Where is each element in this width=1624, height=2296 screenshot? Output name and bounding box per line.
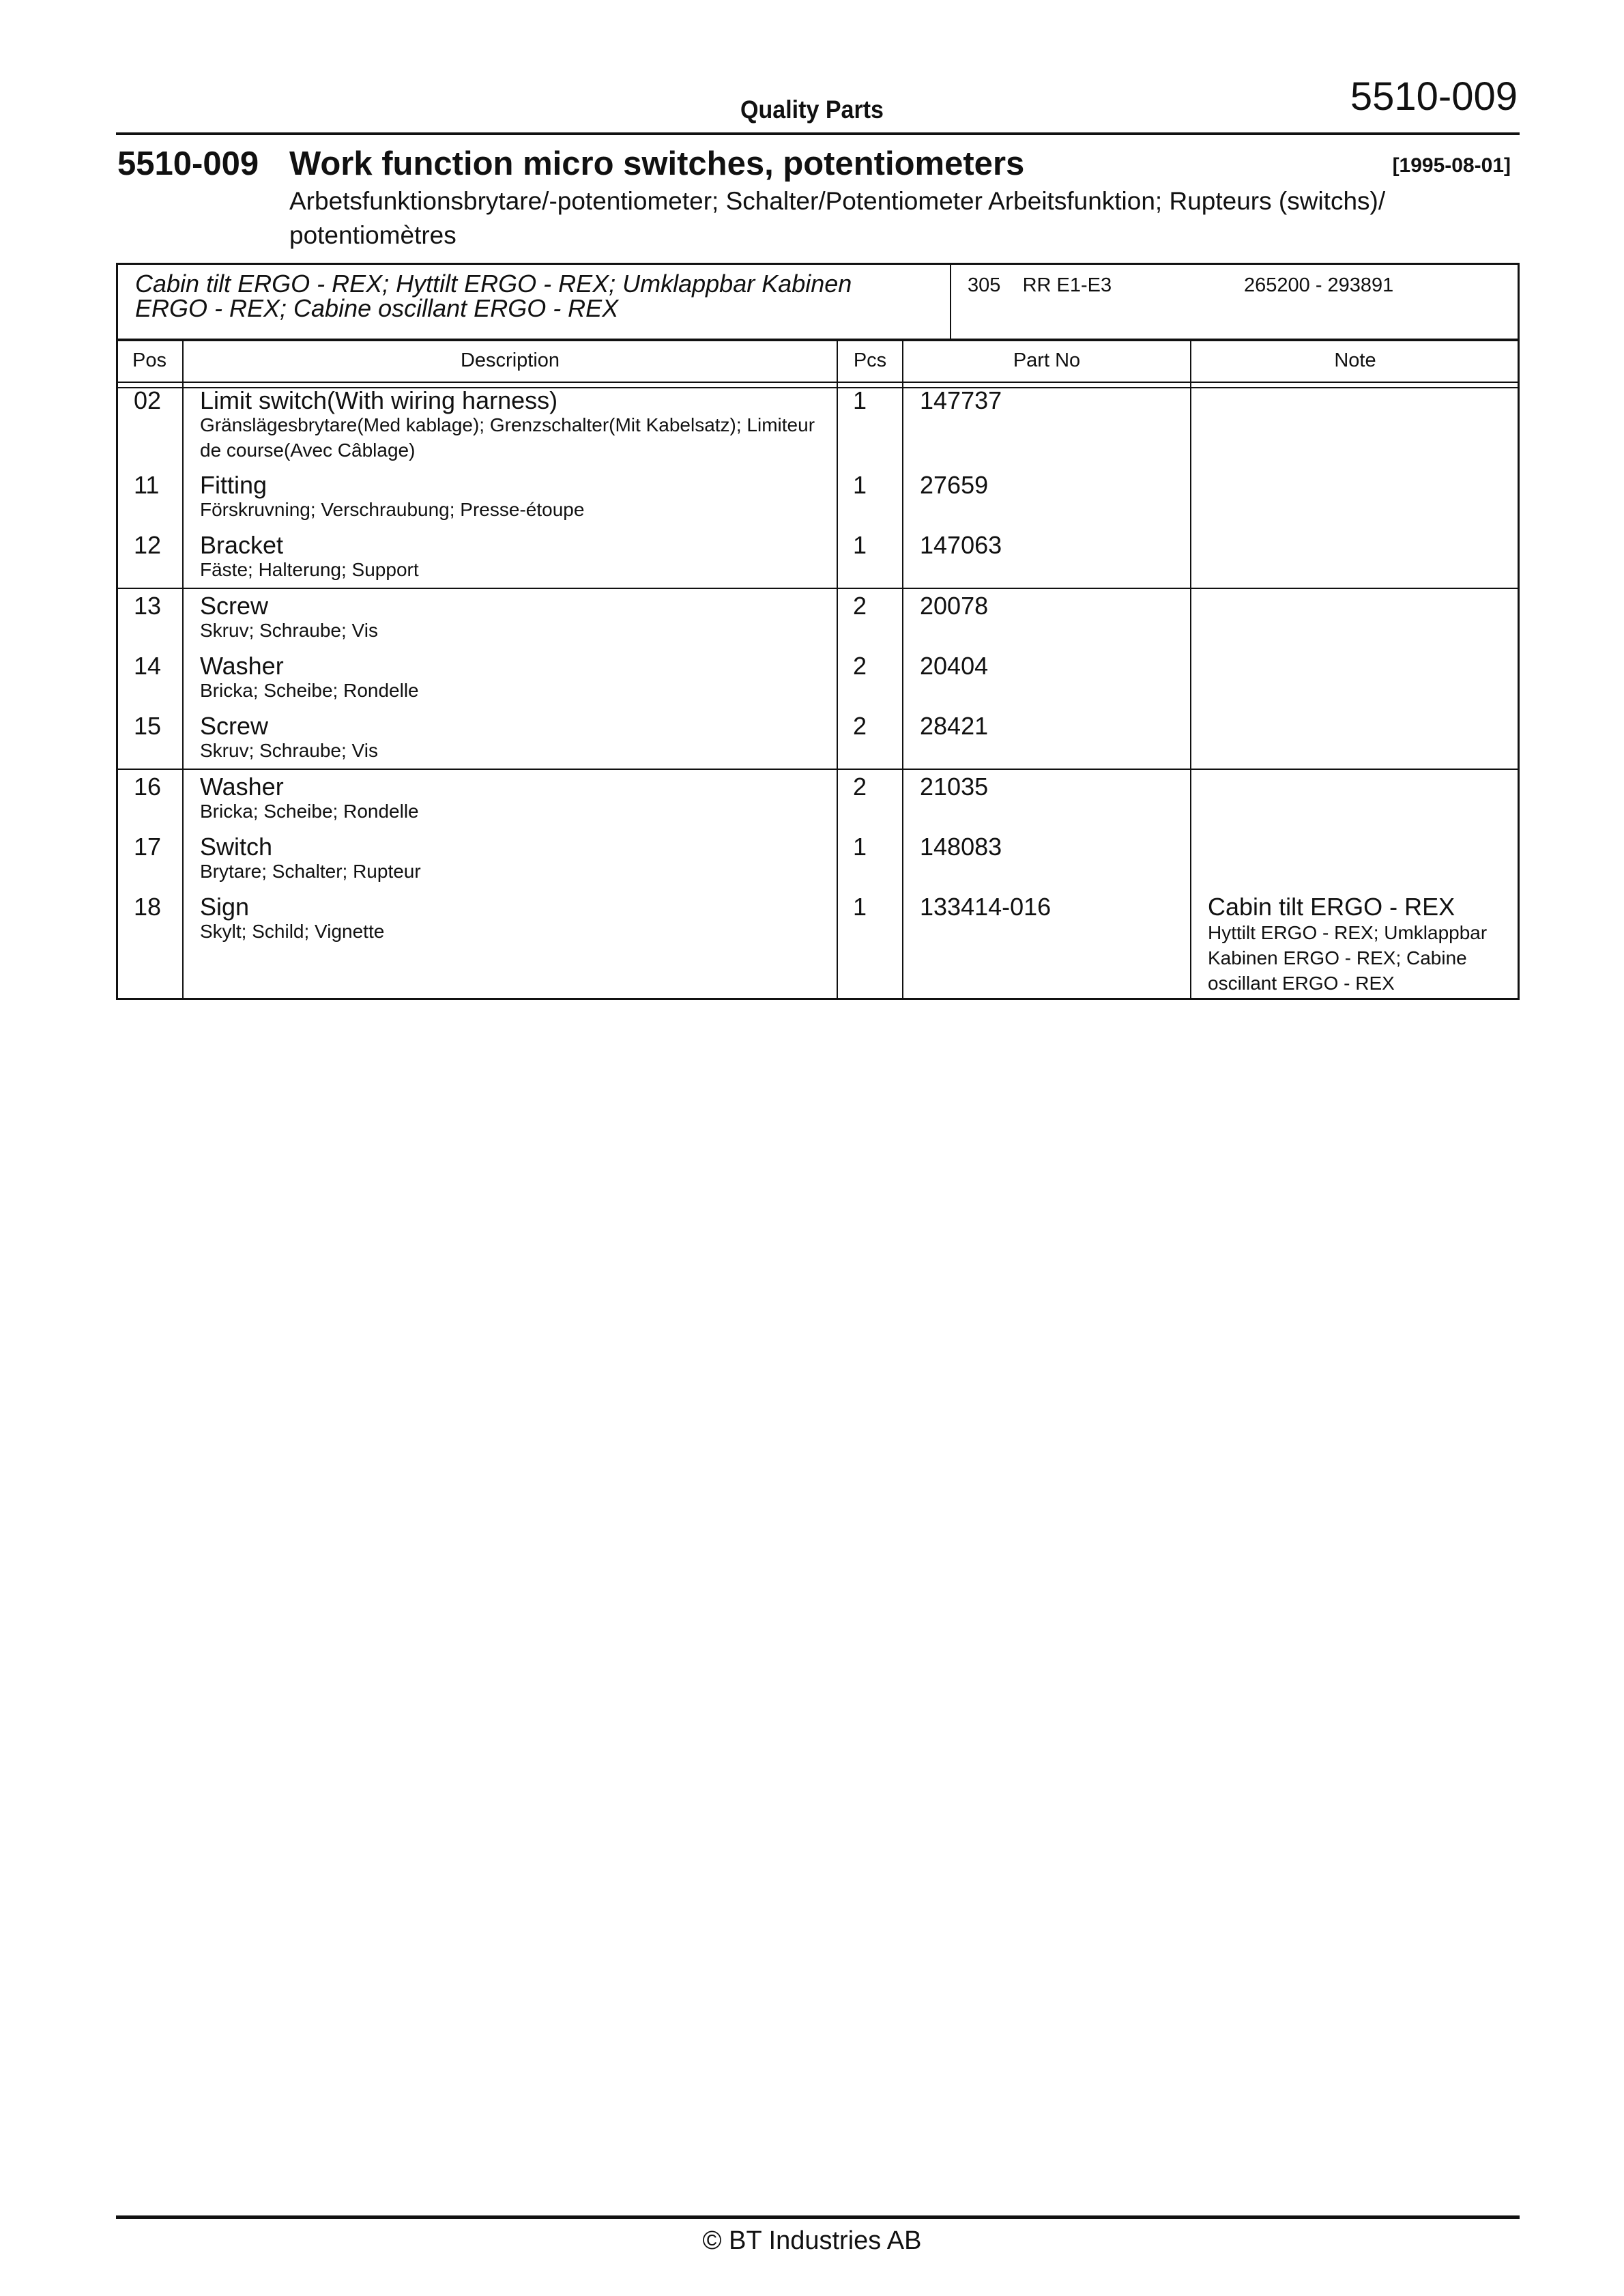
row-pcs: 2 [853,652,867,680]
row-pcs: 1 [853,893,867,921]
row-description: Fitting [200,471,267,499]
row-pcs: 1 [853,386,867,414]
row-pos: 17 [134,833,162,861]
note-line: oscillant ERGO - REX [1208,973,1395,994]
row-pos: 18 [134,893,162,921]
column-divider-part-no [1190,340,1191,1000]
serial-range: 265200 - 293891 [1244,274,1394,296]
translation-line: Gränslägesbrytare(Med kablage); Grenzschalter(Mit Kabelsatz); Limiteur [200,414,815,435]
model-code: 305 RR E1-E3 [968,274,1112,296]
translation-line: de course(Avec Câblage) [200,440,416,461]
title-translations [289,184,1518,253]
subtitle-line-1: Arbetsfunktionsbrytare/-potentiometer; Schalter/Potentiometer Arbeitsfunktion; Rupteurs (switchs)/ [289,187,1386,215]
column-header-pcs: Pcs [853,349,887,371]
footer-divider [116,2215,1520,2219]
row-part-no: 148083 [920,833,1002,861]
row-description: Washer [200,652,284,680]
row-part-no: 147737 [920,386,1002,414]
row-translation: Bricka; Scheibe; Rondelle [200,680,419,701]
row-pos: 02 [134,386,162,414]
row-translation: Skruv; Schraube; Vis [200,740,378,761]
row-pcs: 1 [853,471,867,499]
row-pcs: 1 [853,531,867,559]
row-part-no: 20078 [920,592,989,620]
row-part-no: 20404 [920,652,989,680]
row-part-no: 28421 [920,712,989,740]
note-line: Hyttilt ERGO - REX; Umklappbar [1208,922,1488,943]
row-translation: Bricka; Scheibe; Rondelle [200,801,419,822]
model-box-divider [950,263,951,340]
row-pos: 16 [134,773,162,801]
title-code: 5510-009 [117,145,259,182]
row-pcs: 2 [853,712,867,740]
note-line: Kabinen ERGO - REX; Cabine [1208,947,1467,968]
column-header-description: Description [460,349,560,371]
column-divider-pos [182,340,184,1000]
row-description: Washer [200,773,284,801]
column-header-note: Note [1334,349,1376,371]
row-translation: Brytare; Schalter; Rupteur [200,861,421,882]
row-description: Screw [200,712,269,740]
header-rule-upper [116,382,1520,383]
column-header-pos: Pos [132,349,166,371]
row-translation: Fäste; Halterung; Support [200,559,419,580]
row-part-no: 27659 [920,471,989,499]
title-date: [1995-08-01] [1392,154,1511,177]
page-title: Work function micro switches, potentiometers [289,145,1025,182]
row-part-no: 133414-016 [920,893,1052,921]
row-note-translation [1208,920,1508,996]
row-translation: Förskruvning; Verschraubung; Presse-étoupe [200,499,585,520]
row-part-no: 21035 [920,773,989,801]
row-description: Screw [200,592,269,620]
model-description [135,272,940,321]
row-pcs: 2 [853,592,867,620]
model-description-line-2: ERGO - REX; Cabine oscillant ERGO - REX [135,294,619,322]
row-note: Cabin tilt ERGO - REX [1208,893,1455,921]
row-description: Bracket [200,531,284,559]
row-translation: Skylt; Schild; Vignette [200,921,385,942]
column-header-part-no: Part No [1013,349,1081,371]
model-description-line-1: Cabin tilt ERGO - REX; Hyttilt ERGO - REX; Umklappbar Kabinen [135,270,852,298]
row-pos: 13 [134,592,162,620]
header-divider [116,132,1520,135]
row-pos: 12 [134,531,162,559]
copyright: © BT Industries AB [702,2226,922,2255]
column-divider-pcs [902,340,903,1000]
column-divider-description [837,340,838,1000]
subtitle-line-2: potentiomètres [289,221,456,249]
section-header: Quality Parts [740,96,884,124]
group-separator [116,769,1520,770]
row-description: Sign [200,893,250,921]
row-pcs: 1 [853,833,867,861]
page-code: 5510-009 [1350,74,1518,119]
row-pos: 14 [134,652,162,680]
row-part-no: 147063 [920,531,1002,559]
row-description: Limit switch(With wiring harness) [200,386,558,414]
row-pos: 15 [134,712,162,740]
group-separator [116,588,1520,589]
row-pcs: 2 [853,773,867,801]
row-pos: 11 [134,471,160,499]
row-translation: Skruv; Schraube; Vis [200,620,378,641]
row-description: Switch [200,833,273,861]
model-box-bottom-rule [116,339,1520,341]
row-translation [200,412,828,463]
